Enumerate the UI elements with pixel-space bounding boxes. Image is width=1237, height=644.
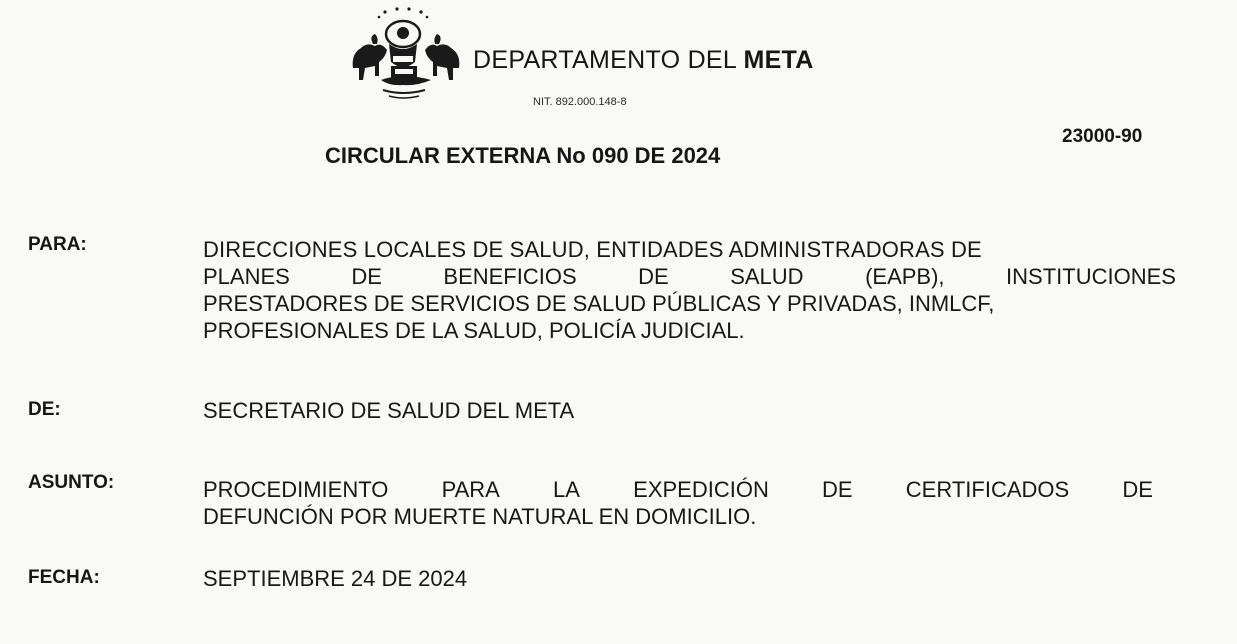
asunto-line-1-word: DE [822, 477, 853, 502]
de-label: DE: [28, 399, 61, 420]
asunto-line-1-word: LA [553, 477, 580, 502]
asunto-line-1-word: PARA [441, 477, 500, 502]
asunto-value [203, 476, 1153, 530]
para-line-1-text: DIRECCIONES LOCALES DE SALUD, ENTIDADES ADMINISTRADORAS DE [203, 237, 982, 262]
para-line-2-word: DE [638, 264, 669, 289]
department-prefix: DEPARTAMENTO DEL [473, 46, 744, 74]
para-line-2 [203, 263, 1176, 290]
asunto-line-2: DEFUNCIÓN POR MUERTE NATURAL EN DOMICILIO. [203, 504, 757, 529]
circular-code: 23000-90 [1062, 126, 1143, 147]
circular-title: CIRCULAR EXTERNA No 090 DE 2024 [325, 143, 721, 168]
letterhead [345, 6, 905, 116]
para-line-4: PROFESIONALES DE LA SALUD, POLICÍA JUDICIAL. [203, 318, 745, 343]
fecha-value: SEPTIEMBRE 24 DE 2024 [203, 566, 468, 591]
de-value: SECRETARIO DE SALUD DEL META [203, 398, 575, 423]
asunto-line-1-word: PROCEDIMIENTO [203, 477, 389, 502]
para-label: PARA: [28, 234, 87, 255]
para-line-2-word: INSTITUCIONES [1006, 264, 1176, 289]
para-line-2-word: (EAPB), [865, 264, 945, 289]
department-name [473, 46, 814, 75]
asunto-line-1-word: DE [1122, 477, 1153, 502]
para-line-2-word: BENEFICIOS [443, 264, 577, 289]
fecha-label: FECHA: [28, 567, 100, 588]
department-bold: META [743, 46, 814, 74]
asunto-line-1 [203, 476, 1153, 503]
para-line-1 [203, 236, 1176, 263]
asunto-line-1-word: CERTIFICADOS [905, 477, 1070, 502]
asunto-label: ASUNTO: [28, 472, 115, 493]
nit-number: NIT. 892.000.148-8 [533, 96, 627, 108]
coat-of-arms-icon [345, 6, 467, 102]
para-line-2-word: PLANES [203, 264, 290, 289]
para-value [203, 236, 1176, 344]
asunto-line-1-word: EXPEDICIÓN [633, 477, 769, 502]
para-line-2-word: SALUD [730, 264, 804, 289]
para-line-3: PRESTADORES DE SERVICIOS DE SALUD PÚBLICAS Y PRIVADAS, INMLCF, [203, 291, 995, 316]
para-line-2-word: DE [351, 264, 382, 289]
